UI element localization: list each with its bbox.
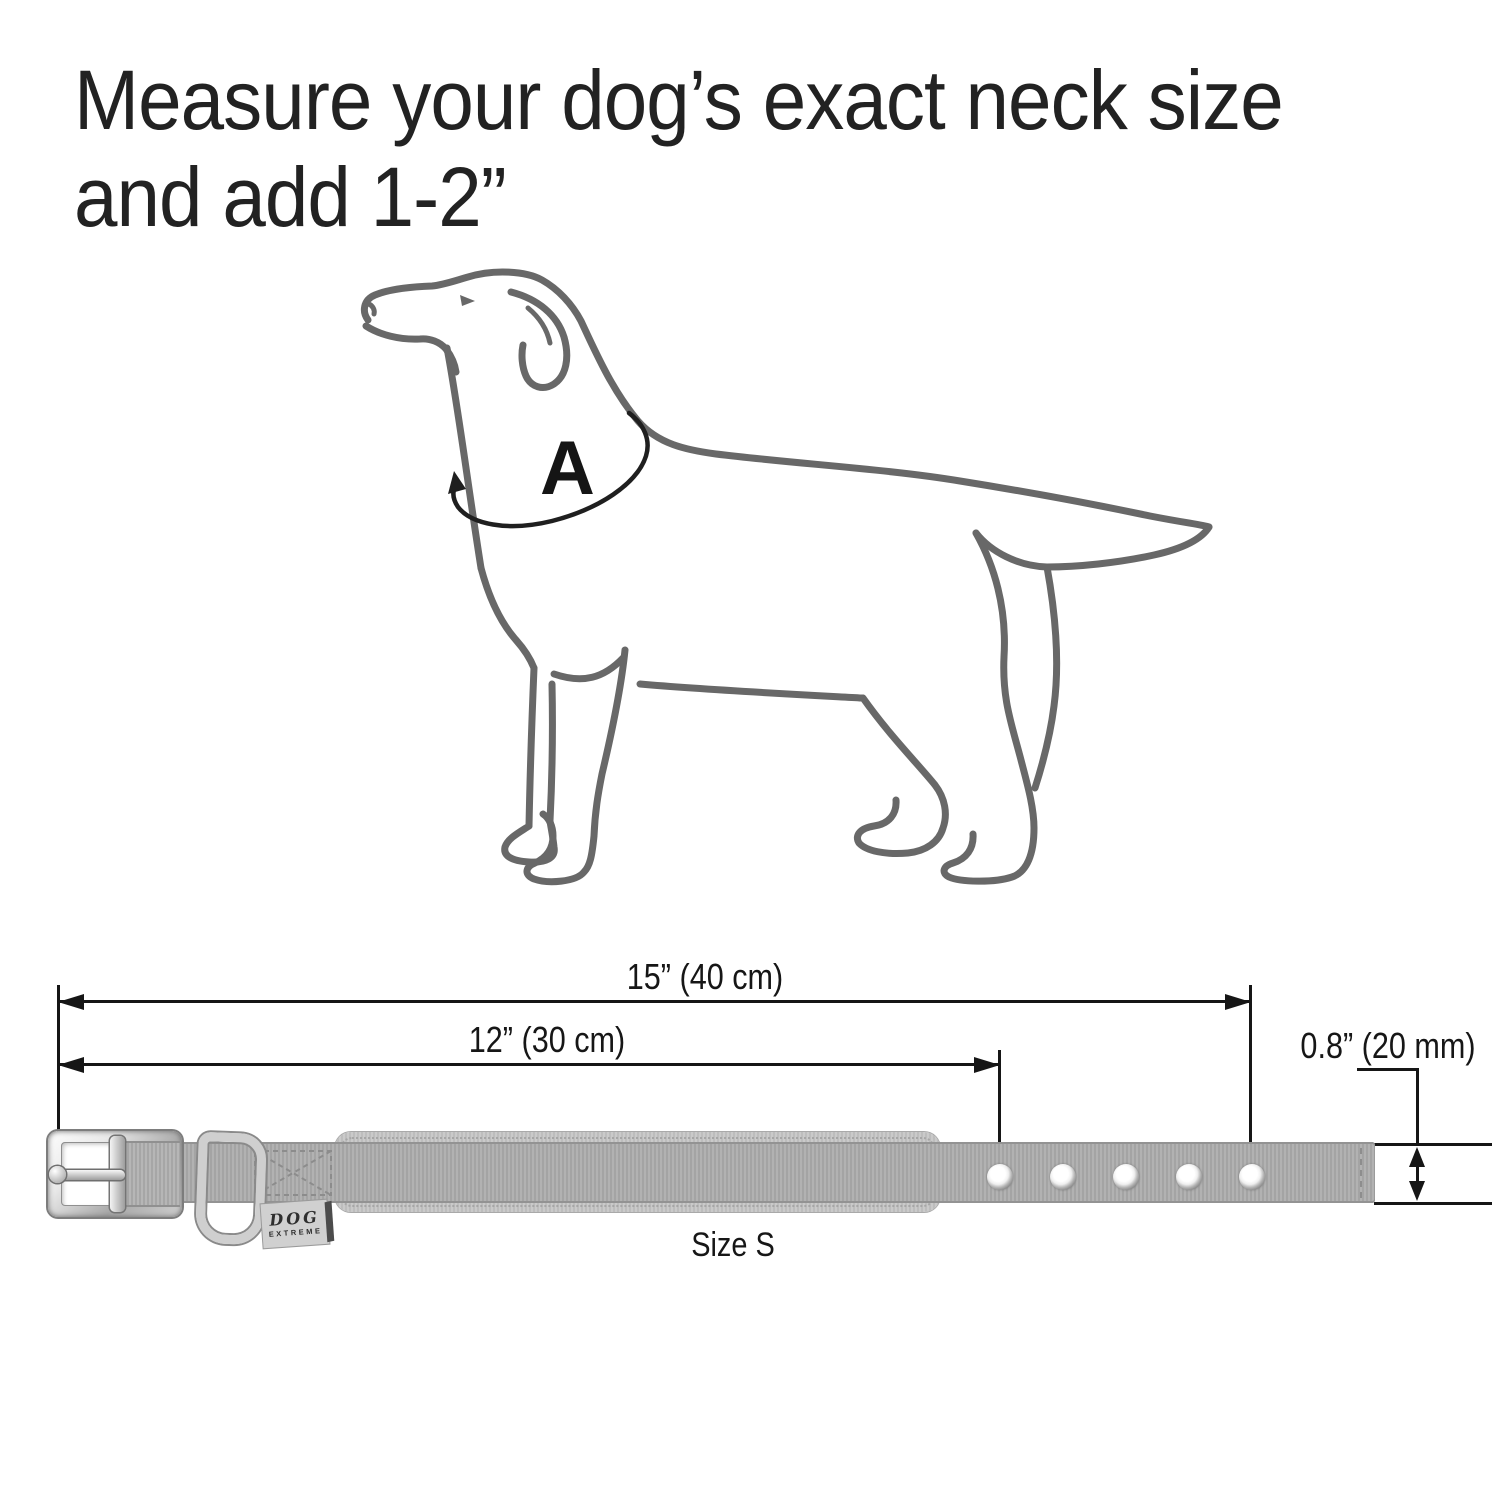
dog-front-leg-near [527,650,625,882]
dog-front-leg-far-back [550,684,552,821]
brand-tag-subname: EXTREME [268,1226,323,1239]
dog-hind-leg-near-rear [1035,567,1057,788]
dog-tail-underside [976,527,1209,567]
tag-fold [325,1201,335,1242]
size-label: Size S [691,1226,775,1264]
dog-mouth [366,326,456,372]
dog-ear [511,292,567,387]
dimension-line-15 [58,1000,1251,1003]
dog-outline-svg [348,266,1248,916]
buckle-prong-tip [49,1166,66,1183]
page-title-line2: and add 1-2” [74,150,506,244]
strap-end-stitching [1360,1148,1362,1198]
dog-front-leg-far-front [529,668,534,826]
dog-brisket [554,658,623,679]
arrowhead-right-15-icon [1225,994,1251,1010]
collar-hole-3 [1113,1164,1139,1190]
brand-tag [261,1200,330,1248]
page-title-line1: Measure your dog’s exact neck size [74,53,1283,147]
page-title [74,52,1376,246]
dimension-line-12 [58,1063,1000,1066]
dimension-label-total-length: 15” (40 cm) [626,956,784,997]
dog-eye [460,295,475,306]
dog-head-back-tail [364,272,1209,527]
neck-measure-letter: A [540,426,595,511]
collar-hole-1 [987,1164,1013,1190]
width-leader-horizontal [1357,1068,1419,1071]
width-line-bottom [1374,1202,1492,1205]
width-arrow-shaft [1416,1161,1419,1187]
collar-hole-5 [1239,1164,1265,1190]
buckle-webbing [121,1141,180,1207]
arrowhead-left-12-icon [58,1057,84,1073]
arrowhead-left-15-icon [58,994,84,1010]
measuring-tape-arrowhead [448,471,466,494]
dog-hind-leg-far [857,698,945,854]
width-leader-vertical [1416,1068,1419,1146]
collar-hole-2 [1050,1164,1076,1190]
dog-belly [640,684,862,698]
extension-line-hole5 [1249,985,1252,1168]
collar-buckle [48,1131,182,1217]
dimension-label-width: 0.8” (20 mm) [1300,1025,1476,1066]
dog-illustration [348,266,1248,916]
arrowhead-right-12-icon [974,1057,1000,1073]
width-line-top [1374,1143,1492,1146]
dog-nostril [369,304,374,314]
dimension-label-first-hole: 12” (30 cm) [468,1019,626,1060]
brand-tag-name: DOG [268,1207,321,1230]
collar-hole-4 [1176,1164,1202,1190]
collar-d-ring [195,1132,267,1245]
dog-hind-leg-near [944,533,1034,881]
dog-neck-front [447,348,481,568]
dog-chest [481,568,534,668]
